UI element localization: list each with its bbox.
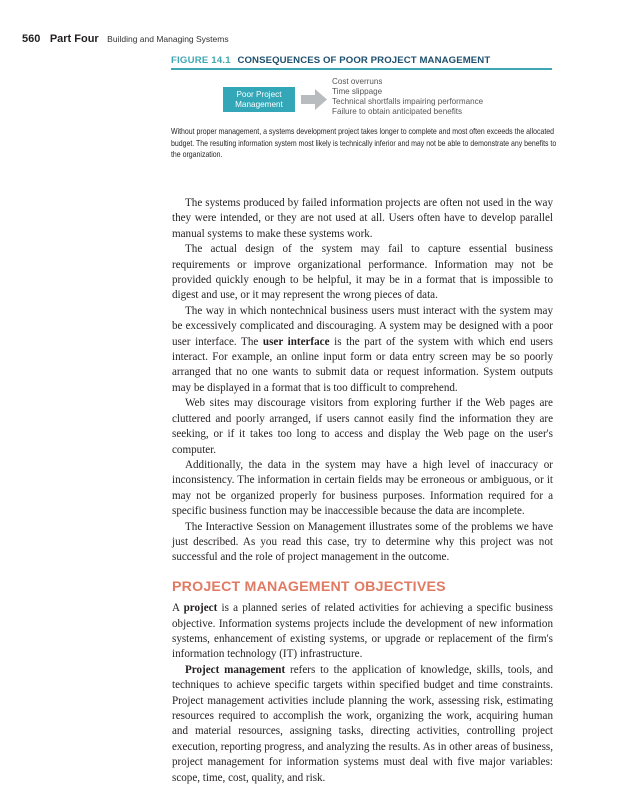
- key-term-project: project: [183, 602, 218, 615]
- figure-rule: [171, 68, 552, 70]
- key-term-user-interface: user interface: [262, 335, 330, 348]
- page-number: 560: [22, 33, 41, 45]
- text-span: The way in which nontechnical business users must interact with the system may be excessively complicated and discouraging. A system may be designed with a poor user interface. The: [172, 304, 553, 348]
- paragraph: [172, 663, 553, 786]
- effects-list: [332, 77, 483, 117]
- text-span: refers to the application of knowledge, skills, tools, and techniques to achieve specific targets within specified budget and time constraints. Project management activities include planning the work, assessing risk, estimating resources required to accomplish the work, organizing the work, acquiring human and material resources, assigning tasks, directing activities, controlling project execution, reporting progress, and analyzing the results. As in other areas of business, project management for information systems must deal with five major variables: scope, time, cost, quality, and risk.: [172, 663, 553, 784]
- text-span: is a planned series of related activities for achieving a specific business objective. Information systems projects include the development of new information systems, enhancement of existing systems, or upgrade or replacement of the firm's information technology (IT) infrastructure.: [172, 602, 553, 661]
- paragraph: [172, 601, 553, 663]
- section-label: Building and Managing Systems: [107, 34, 229, 44]
- paragraph: The Interactive Session on Management illustrates some of the problems we have just described. As you read this case, try to determine why this project was not successful and the role of project management in the outcome.: [172, 520, 553, 564]
- paragraph: Additionally, the data in the system may have a high level of inaccuracy or inconsistency. The information in certain fields may be erroneous or ambiguous, or it may not be organized properly for business purposes. Information required for a specific business function may be inaccessible because the data are incomplete.: [172, 458, 553, 518]
- running-header: [22, 29, 229, 47]
- box-line-2: Management: [235, 99, 283, 109]
- section-heading: PROJECT MANAGEMENT OBJECTIVES: [172, 578, 446, 595]
- paragraph: Web sites may discourage visitors from exploring further if the Web pages are cluttered and poorly arranged, if users cannot easily find the information they are seeking, or if it takes too long to access and display the Web page on the user's computer.: [172, 397, 553, 456]
- body-text: [172, 196, 553, 786]
- poor-project-management-box: [223, 87, 295, 112]
- effect-item: Time slippage: [332, 86, 383, 96]
- paragraph: The actual design of the system may fail to capture essential business requirements or improve organizational performance. Information may not be provided quickly enough to be helpful, it may be in a format that is impossible to digest and use, or it may represent the wrong pieces of data.: [172, 243, 553, 302]
- figure-name: CONSEQUENCES OF POOR PROJECT MANAGEMENT: [237, 55, 491, 66]
- effect-item: Technical shortfalls impairing performance: [332, 96, 484, 106]
- figure-title: [171, 55, 490, 66]
- paragraph: [172, 304, 553, 396]
- paragraph: The systems produced by failed information projects are often not used in the way they were intended, or they are not used at all. Users often have to develop parallel manual systems to make these systems work.: [172, 197, 553, 240]
- figure-caption: Without proper management, a systems development project takes longer to complete and most often exceeds the allocated budget. The resulting information system most likely is technically inferior and may not be able to demonstrate any benefits to the organization.: [171, 127, 557, 160]
- part-label: Part Four: [49, 33, 99, 45]
- effect-item: Cost overruns: [332, 77, 383, 86]
- right-arrow-icon: [301, 89, 327, 110]
- figure-label: FIGURE 14.1: [171, 55, 231, 66]
- text-span: A: [172, 602, 184, 615]
- box-line-1: Poor Project: [236, 89, 282, 99]
- text-span: is the part of the system with which end users interact. For example, an online input form or data entry screen may be so poorly arranged that no one wants to submit data or request information. System outputs may be displayed in a format that is too difficult to comprehend.: [172, 335, 553, 394]
- effect-item: Failure to obtain anticipated benefits: [332, 106, 463, 116]
- key-term-project-management: Project management: [185, 663, 286, 676]
